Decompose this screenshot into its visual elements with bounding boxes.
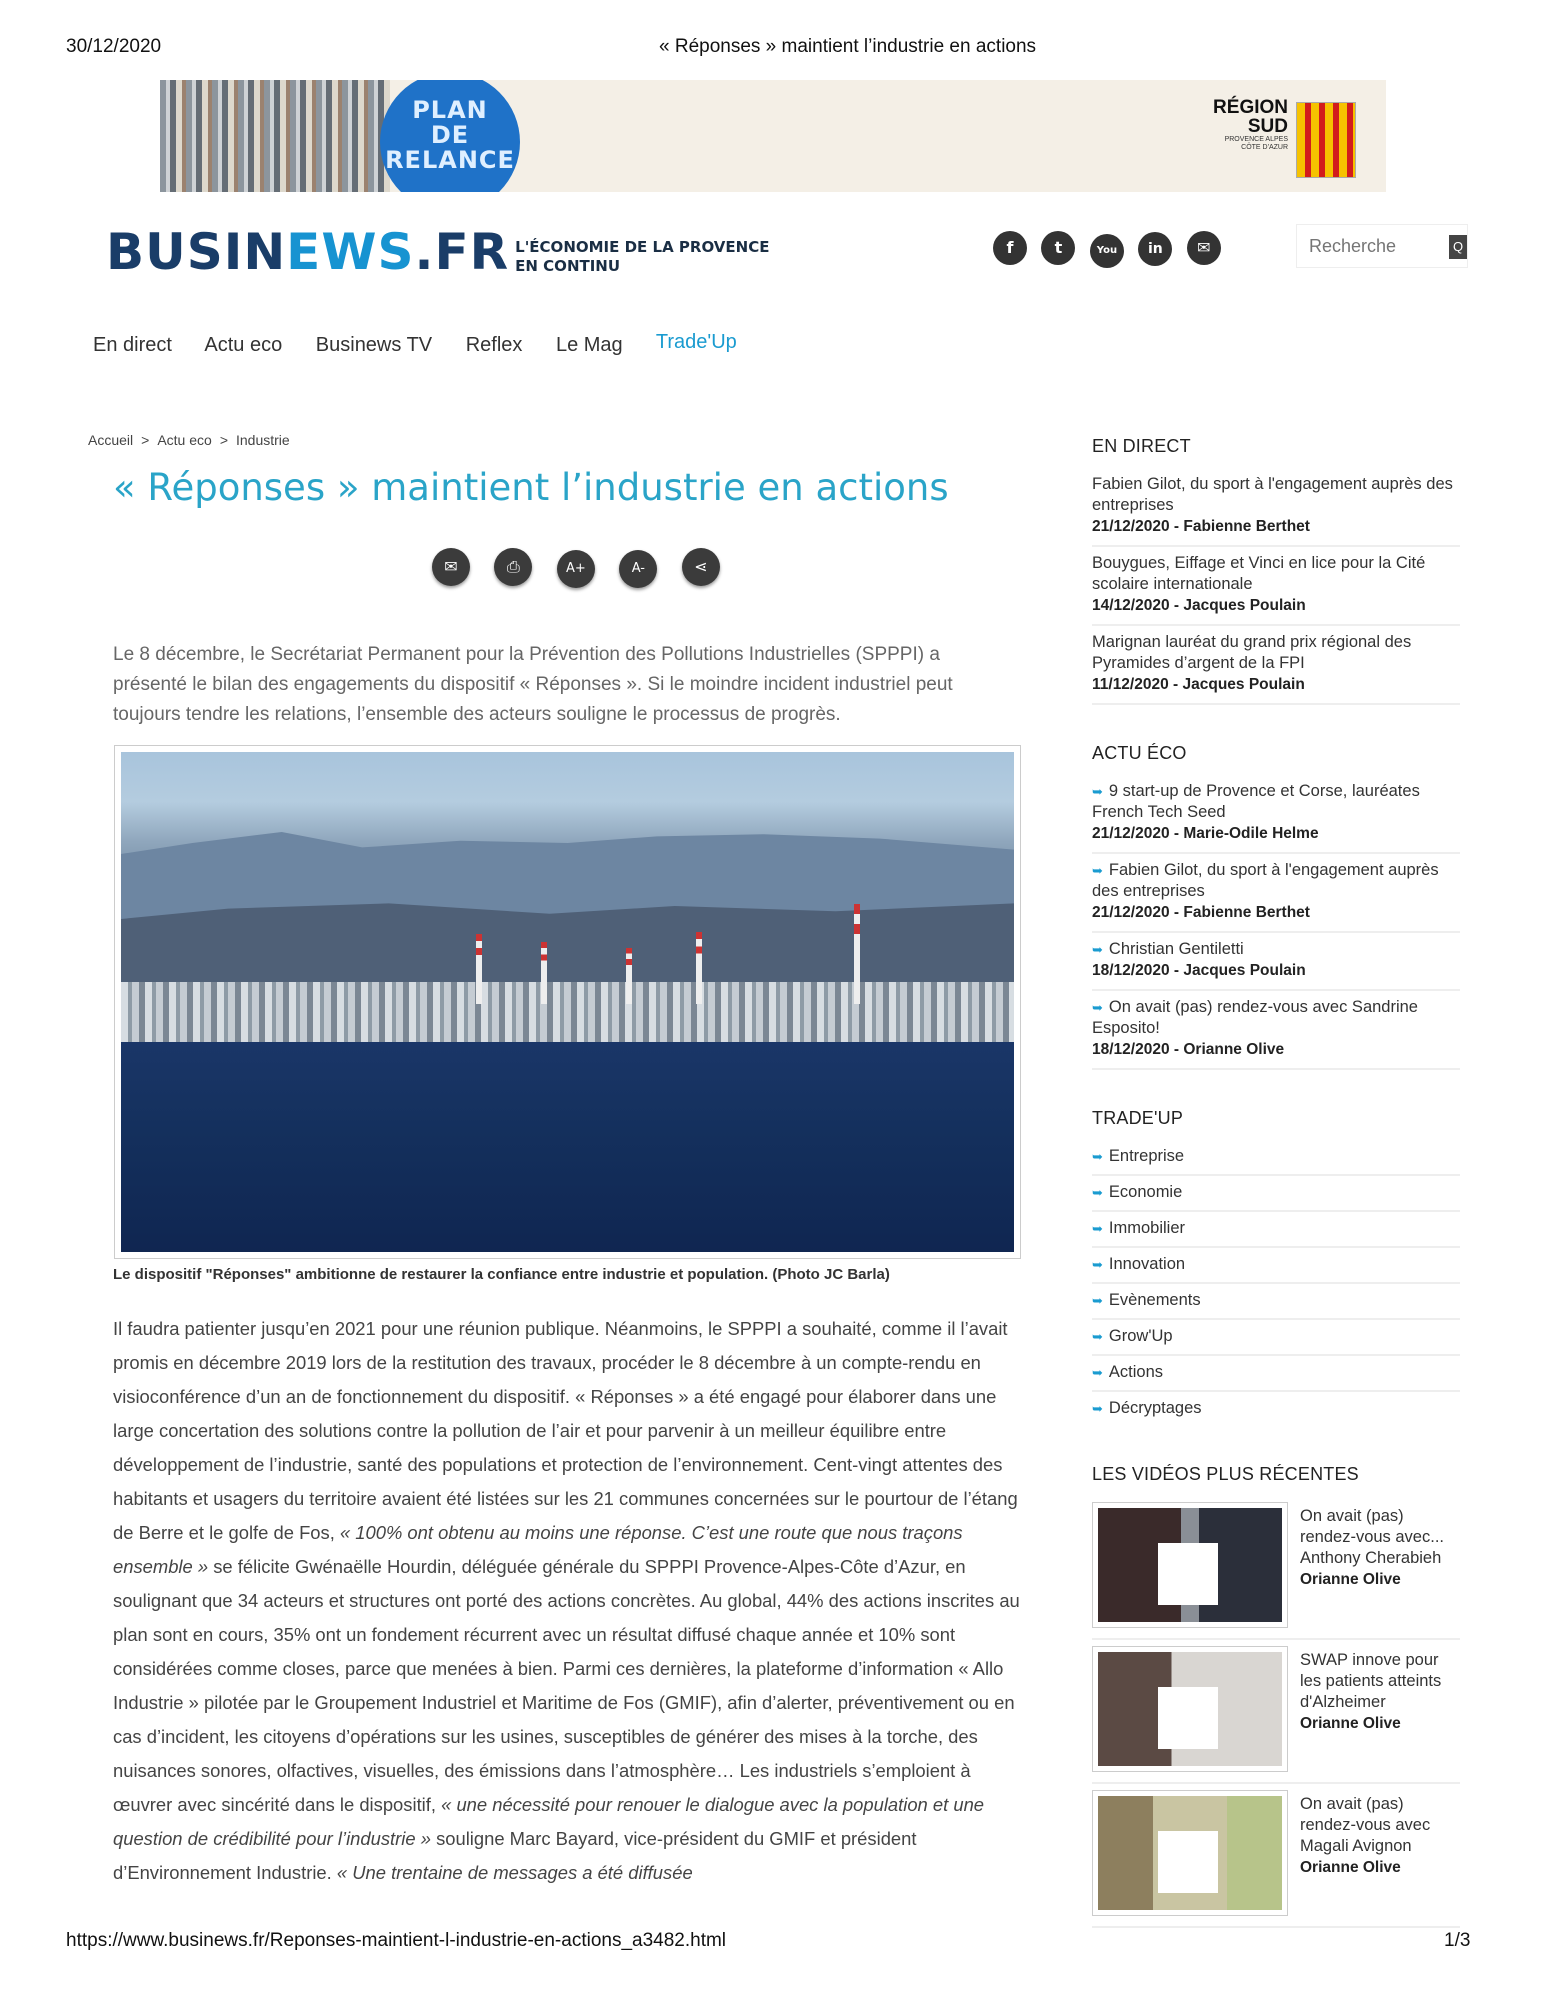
print-footer-url: https://www.businews.fr/Reponses-maintient-l-industrie-en-actions_a3482.html <box>66 1930 727 1951</box>
video-image <box>1098 1652 1282 1766</box>
share-icon[interactable]: ⋖ <box>682 548 720 586</box>
article-lead: Le 8 décembre, le Secrétariat Permanent pour la Prévention des Pollutions Industrielles (SPPPI) a présenté le bilan des engagements du dispositif « Réponses ». Si le moindre incident industriel peut toujours tendre les relations, l’ensemble des acteurs souligne le processus de progrès. <box>113 644 953 725</box>
sidebar <box>1092 436 1460 1966</box>
nav-item-tradeup[interactable]: Trade'Up <box>655 331 737 353</box>
arrow-icon: ➥ <box>1092 1000 1103 1015</box>
photo-chimney <box>696 932 702 1004</box>
main-nav <box>93 331 765 357</box>
tradeup-item[interactable] <box>1092 1284 1460 1320</box>
actu-eco-item[interactable] <box>1092 991 1460 1070</box>
font-decrease-icon[interactable]: A- <box>619 550 657 588</box>
arrow-icon: ➥ <box>1092 1257 1103 1272</box>
plan-line-2: DE <box>430 121 470 149</box>
video-title: SWAP innove pour les patients atteints d'Alzheimer <box>1300 1651 1442 1711</box>
plan-line-3: RELANCE <box>385 146 515 174</box>
breadcrumb-sep: > <box>141 432 150 448</box>
tagline-line-2: EN CONTINU <box>515 257 621 275</box>
social-links <box>993 231 1231 268</box>
tradeup-label: Actions <box>1108 1363 1164 1381</box>
article-tools <box>432 548 740 588</box>
article-photo <box>114 745 1021 1259</box>
email-icon[interactable]: ✉ <box>432 548 470 586</box>
item-title: Christian Gentiletti <box>1108 940 1244 958</box>
search-box <box>1296 224 1468 268</box>
video-item[interactable] <box>1092 1496 1460 1640</box>
plan-line-1: PLAN <box>412 96 488 124</box>
breadcrumb-sep: > <box>219 432 228 448</box>
tradeup-label: Entreprise <box>1108 1147 1185 1165</box>
photo-sea <box>121 1042 1014 1252</box>
video-image <box>1098 1508 1282 1622</box>
blur-box <box>1158 1831 1218 1893</box>
article-body <box>113 1312 1021 1890</box>
logo-highlight: EWS <box>286 223 415 281</box>
body-quote-2: « une nécessité pour renouer le dialogue avec la population et une question de crédibilité pour l’industrie » <box>113 1794 985 1849</box>
tradeup-label: Evènements <box>1108 1291 1201 1309</box>
breadcrumb <box>88 432 290 448</box>
breadcrumb-actu-eco[interactable]: Actu eco <box>157 432 212 448</box>
blur-box <box>1158 1543 1218 1605</box>
video-thumbnail[interactable] <box>1092 1502 1288 1628</box>
print-title: « Réponses » maintient l’industrie en actions <box>659 36 1037 57</box>
arrow-icon: ➥ <box>1092 1149 1103 1164</box>
video-title: On avait (pas) rendez-vous avec... Anthony Cherabieh <box>1300 1507 1444 1567</box>
banner-books-image <box>160 80 390 192</box>
item-meta: 21/12/2020 - Fabienne Berthet <box>1092 904 1310 921</box>
body-quote-3: « Une trentaine de messages a été diffusée <box>331 1862 693 1883</box>
video-item[interactable] <box>1092 1784 1460 1928</box>
videos-block <box>1092 1464 1460 1928</box>
blur-box <box>1158 1687 1218 1749</box>
photo-mountains <box>121 810 1014 920</box>
photo-chimney <box>854 904 860 1004</box>
item-title: 9 start-up de Provence et Corse, lauréates French Tech Seed <box>1092 782 1420 821</box>
youtube-icon[interactable]: You <box>1090 234 1124 268</box>
tradeup-label: Economie <box>1108 1183 1183 1201</box>
actu-eco-item[interactable] <box>1092 775 1460 854</box>
plan-relance-badge <box>380 80 520 192</box>
photo-chimney <box>541 942 547 1004</box>
body-text-2: se félicite Gwénaëlle Hourdin, déléguée générale du SPPPI Provence-Alpes-Côte d’Azur, en soulignant que 34 acteurs et structures ont porté des actions concrètes. Au global, 44% des actions inscrites au plan sont en cours, 35% ont un fondement récurrent avec un résultat diffusé chaque année et 10% sont considérées comme closes, parce que menées à bien. Parmi ces dernières, la plateforme d’information « Allo Industrie » pilotée par le Groupement Industriel et Maritime de Fos (GMIF), afin d’alerter, préventivement ou en cas d’incident, les citoyens d’opérations sur les usines, susceptibles de générer des mises à la torche, des nuisances sonores, olfactives, visuelles, des émissions dans l’atmosphère… Les industriels s’emploient à œuvrer avec sincérité dans le dispositif, <box>113 1556 1020 1815</box>
photo-refinery <box>121 982 1014 1042</box>
item-title: Marignan lauréat du grand prix régional des Pyramides d’argent de la FPI <box>1092 633 1412 672</box>
region-flag-icon <box>1296 102 1356 178</box>
ad-banner[interactable] <box>160 80 1386 192</box>
tradeup-item[interactable] <box>1092 1248 1460 1284</box>
arrow-icon: ➥ <box>1092 1185 1103 1200</box>
linkedin-icon[interactable]: in <box>1138 232 1172 266</box>
body-quote-1: « 100% ont obtenu au moins une réponse. C’est une route que nous traçons ensemble » <box>113 1522 963 1577</box>
region-small: PROVENCE ALPES CÔTE D'AZUR <box>1224 136 1288 151</box>
en-direct-item[interactable] <box>1092 468 1460 547</box>
mail-icon[interactable]: ✉ <box>1187 231 1221 265</box>
actu-eco-item[interactable] <box>1092 933 1460 991</box>
photo-caption: Le dispositif "Réponses" ambitionne de restaurer la confiance entre industrie et population. (Photo JC Barla) <box>113 1266 890 1283</box>
en-direct-item[interactable] <box>1092 626 1460 705</box>
en-direct-heading: EN DIRECT <box>1092 436 1191 456</box>
video-image <box>1098 1796 1282 1910</box>
nav-item-reflex[interactable]: Reflex <box>465 334 523 356</box>
video-title: On avait (pas) rendez-vous avec Magali Avignon <box>1300 1795 1431 1855</box>
tradeup-item[interactable] <box>1092 1356 1460 1392</box>
actu-eco-heading: ACTU ÉCO <box>1092 743 1187 763</box>
item-meta: 21/12/2020 - Marie-Odile Helme <box>1092 825 1319 842</box>
en-direct-block <box>1092 436 1460 705</box>
item-meta: 18/12/2020 - Jacques Poulain <box>1092 962 1306 979</box>
region-sud-logo <box>1208 98 1288 152</box>
actu-eco-item[interactable] <box>1092 854 1460 933</box>
article-paragraph <box>113 1312 1021 1890</box>
print-date: 30/12/2020 <box>66 36 162 57</box>
region-line-2: SUD <box>1247 116 1288 137</box>
logo-prefix: BUSIN <box>106 223 287 281</box>
breadcrumb-accueil[interactable]: Accueil <box>88 432 134 448</box>
video-thumbnail[interactable] <box>1092 1646 1288 1772</box>
video-author: Orianne Olive <box>1300 1715 1401 1732</box>
nav-item-le-mag[interactable]: Le Mag <box>555 334 623 356</box>
tagline-line-1: L'ÉCONOMIE DE LA PROVENCE <box>515 238 770 256</box>
tradeup-label: Décryptages <box>1108 1399 1202 1417</box>
nav-item-en-direct[interactable]: En direct <box>93 334 172 356</box>
body-text-3: souligne Marc Bayard, vice-président du GMIF et président d’Environnement Industrie. <box>113 1828 917 1883</box>
nav-item-businews-tv[interactable]: Businews TV <box>315 334 433 356</box>
arrow-icon: ➥ <box>1092 1221 1103 1236</box>
tradeup-item[interactable] <box>1092 1176 1460 1212</box>
en-direct-item[interactable] <box>1092 547 1460 626</box>
search-icon[interactable]: Q <box>1449 235 1467 259</box>
search-input[interactable] <box>1309 235 1441 257</box>
video-item[interactable] <box>1092 1640 1460 1784</box>
video-author: Orianne Olive <box>1300 1571 1401 1588</box>
item-title: Fabien Gilot, du sport à l'engagement auprès des entreprises <box>1092 861 1439 900</box>
item-meta: 11/12/2020 - Jacques Poulain <box>1092 676 1305 693</box>
actu-eco-block <box>1092 743 1460 1070</box>
tradeup-item[interactable] <box>1092 1320 1460 1356</box>
logo-suffix: .FR <box>414 223 510 281</box>
videos-heading: LES VIDÉOS PLUS RÉCENTES <box>1092 1464 1359 1484</box>
tradeup-item[interactable] <box>1092 1140 1460 1176</box>
article-title: « Réponses » maintient l’industrie en actions <box>113 466 949 509</box>
photo-chimney <box>626 948 632 1004</box>
industrial-landscape-image <box>121 752 1014 1252</box>
item-title: Bouygues, Eiffage et Vinci en lice pour la Cité scolaire internationale <box>1092 554 1426 593</box>
arrow-icon: ➥ <box>1092 1401 1103 1416</box>
arrow-icon: ➥ <box>1092 863 1103 878</box>
arrow-icon: ➥ <box>1092 1365 1103 1380</box>
arrow-icon: ➥ <box>1092 784 1103 799</box>
arrow-icon: ➥ <box>1092 1329 1103 1344</box>
item-meta: 14/12/2020 - Jacques Poulain <box>1092 597 1306 614</box>
tradeup-heading: TRADE'UP <box>1092 1108 1184 1128</box>
video-thumbnail[interactable] <box>1092 1790 1288 1916</box>
item-title: On avait (pas) rendez-vous avec Sandrine Esposito! <box>1092 998 1418 1037</box>
body-text-1: Il faudra patienter jusqu’en 2021 pour une réunion publique. Néanmoins, le SPPPI a souhaité, comme il l’avait promis en décembre 2019 lors de la restitution des travaux, procéder le 8 décembre à un compte-rendu en visioconférence d’un an de fonctionnement du dispositif. « Réponses » a été engagé pour élaborer dans une large concertation des solutions contre la pollution de l’air et pour parvenir à un meilleur équilibre entre développement de l’industrie, santé des populations et protection de l’environnement. Cent-vingt attentes des habitants et usagers du territoire avaient été listées sur les 21 communes concernées sur le pourtour de l’étang de Berre et le golfe de Fos, <box>113 1318 1018 1543</box>
nav-item-actu-eco[interactable]: Actu eco <box>204 334 283 356</box>
tradeup-label: Immobilier <box>1108 1219 1186 1237</box>
print-footer-page: 1/3 <box>1444 1930 1471 1951</box>
logo-brand <box>106 222 509 282</box>
arrow-icon: ➥ <box>1092 942 1103 957</box>
item-meta: 21/12/2020 - Fabienne Berthet <box>1092 518 1310 535</box>
tradeup-label: Innovation <box>1108 1255 1186 1273</box>
font-increase-icon[interactable]: A+ <box>557 550 595 588</box>
tradeup-item[interactable] <box>1092 1392 1460 1426</box>
region-line-1: RÉGION <box>1213 97 1288 118</box>
tradeup-block <box>1092 1108 1460 1426</box>
print-icon[interactable]: ⎙ <box>494 548 532 586</box>
twitter-icon[interactable]: t <box>1041 231 1075 265</box>
logo-tagline <box>515 238 769 276</box>
tradeup-item[interactable] <box>1092 1212 1460 1248</box>
site-logo[interactable] <box>106 222 769 282</box>
item-meta: 18/12/2020 - Orianne Olive <box>1092 1041 1285 1058</box>
tradeup-label: Grow'Up <box>1108 1327 1173 1345</box>
video-author: Orianne Olive <box>1300 1859 1401 1876</box>
item-title: Fabien Gilot, du sport à l'engagement auprès des entreprises <box>1092 475 1453 514</box>
arrow-icon: ➥ <box>1092 1293 1103 1308</box>
facebook-icon[interactable]: f <box>993 231 1027 265</box>
breadcrumb-industrie[interactable]: Industrie <box>236 432 290 448</box>
photo-chimney <box>476 934 482 1004</box>
